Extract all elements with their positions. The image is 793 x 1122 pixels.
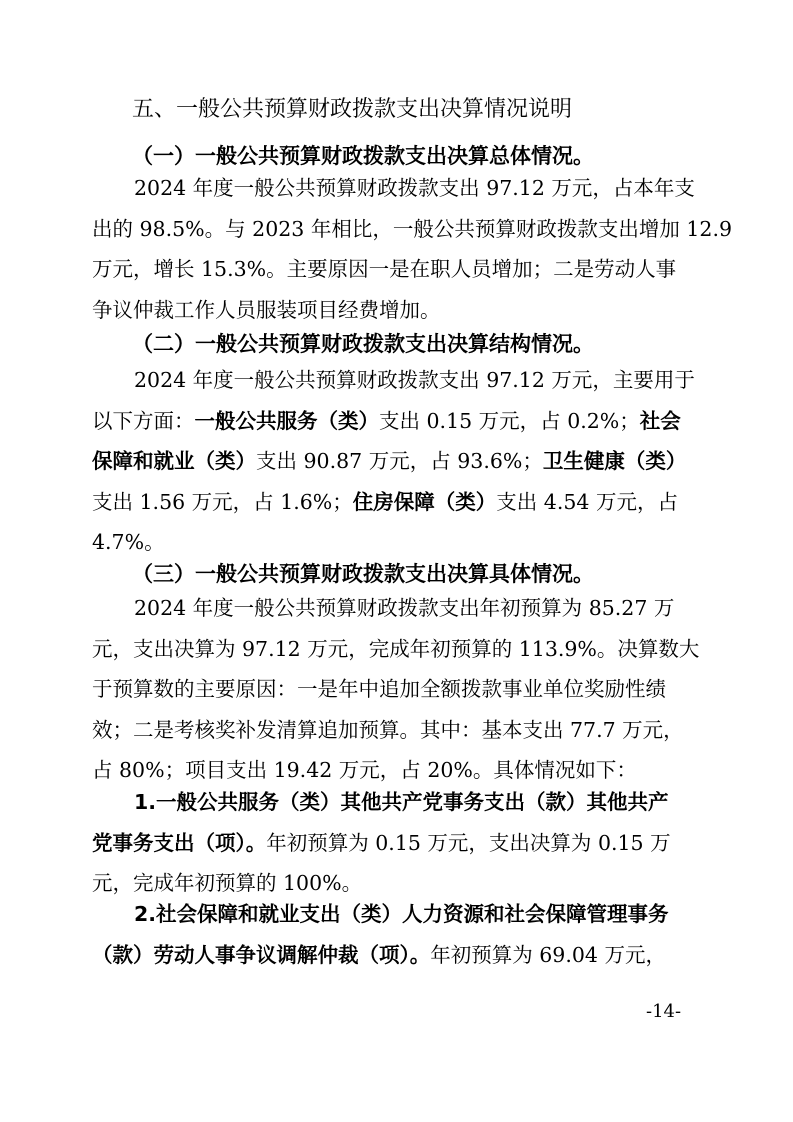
item-heading: 2.社会保障和就业支出（类）人力资源和社会保障管理事务 (134, 902, 669, 926)
paragraph-line: 出的 98.5%。与 2023 年相比，一般公共预算财政拨款支出增加 12.9 (92, 216, 733, 241)
text-run: 支出 90.87 万元，占 93.6%； (256, 449, 543, 473)
paragraph-line: 4.7%。 (92, 530, 165, 554)
subheading-2: （二）一般公共预算财政拨款支出决算结构情况。 (132, 332, 594, 356)
paragraph-line (92, 441, 690, 482)
paragraph-line (92, 935, 690, 976)
paragraph-line: 2024 年度一般公共预算财政拨款支出年初预算为 85.27 万 (134, 596, 675, 620)
paragraph-line: 万元，增长 15.3%。主要原因一是在职人员增加；二是劳动人事 (92, 257, 677, 281)
category-label: 保障和就业（类） (92, 449, 256, 473)
text-run: 支出 0.15 万元，占 0.2%； (379, 408, 640, 433)
paragraph-line: 效；二是考核奖补发清算追加预算。其中：基本支出 77.7 万元， (92, 717, 684, 742)
paragraph-line (92, 401, 690, 442)
subheading-3: （三）一般公共预算财政拨款支出决算具体情况。 (132, 562, 594, 586)
paragraph-2 (92, 360, 695, 563)
paragraph-line: 2024 年度一般公共预算财政拨款支出 97.12 万元，主要用于 (134, 368, 695, 392)
text-run: 以下方面： (92, 408, 195, 433)
paragraph-line (92, 823, 690, 864)
text-run: 年初预算为 69.04 万元， (430, 942, 666, 967)
paragraph-line: 2024 年度一般公共预算财政拨款支出 97.12 万元，占本年支 (134, 176, 695, 200)
paragraph-3 (92, 588, 700, 791)
category-label: 一般公共服务（类） (194, 408, 379, 433)
paragraph-1 (92, 168, 733, 330)
paragraph-line: 于预算数的主要原因：一是年中追加全额拨款事业单位奖励性绩 (92, 677, 666, 701)
paragraph-line: 占 80%；项目支出 19.42 万元，占 20%。具体情况如下： (92, 758, 637, 782)
paragraph-line: 争议仲裁工作人员服装项目经费增加。 (92, 297, 441, 322)
category-label: 社会 (639, 408, 681, 433)
item-heading: 党事务支出（项）。 (92, 830, 267, 855)
item-heading: （款）劳动人事争议调解仲裁（项）。 (92, 942, 431, 967)
page-number: -14- (646, 1001, 682, 1022)
paragraph-line: 元，完成年初预算的 100%。 (92, 871, 363, 895)
text-run: 支出 1.56 万元，占 1.6%； (92, 489, 353, 514)
paragraph-line (92, 482, 690, 523)
item-2 (92, 894, 690, 975)
section-title: 五、一般公共预算财政拨款支出决算情况说明 (132, 97, 573, 122)
category-label: 住房保障（类） (352, 489, 497, 514)
text-run: 支出 4.54 万元，占 (496, 489, 678, 514)
item-heading: 1.一般公共服务（类）其他共产党事务支出（款）其他共产 (134, 790, 669, 814)
text-run: 年初预算为 0.15 万元，支出决算为 0.15 万 (266, 830, 671, 855)
category-label: 卫生健康（类） (542, 449, 687, 473)
paragraph-line: 元，支出决算为 97.12 万元，完成年初预算的 113.9%。决算数大 (92, 636, 700, 661)
item-1 (92, 782, 690, 904)
subheading-1: （一）一般公共预算财政拨款支出决算总体情况。 (132, 144, 594, 168)
